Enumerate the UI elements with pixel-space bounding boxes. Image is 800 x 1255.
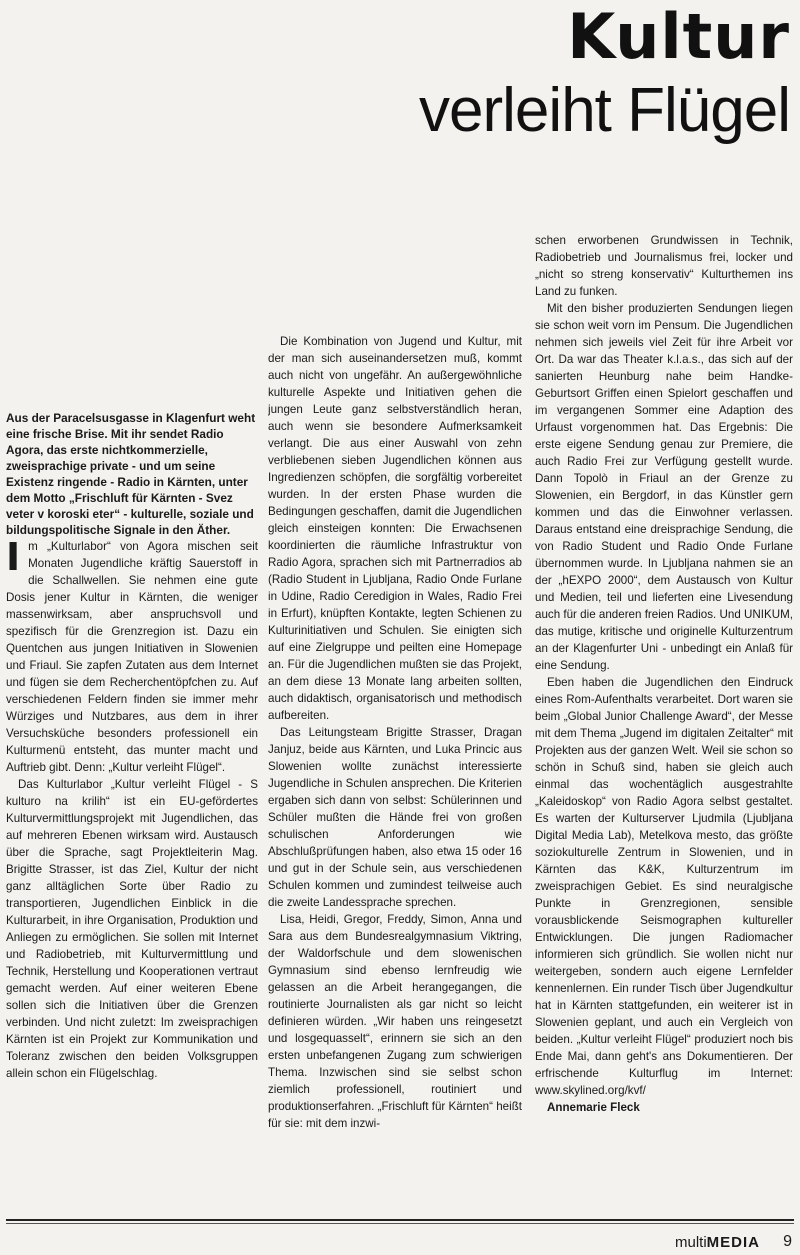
column-2 [268, 333, 522, 1213]
brand-name: MEDIA [706, 1234, 760, 1251]
article-title: Kultur [567, 0, 790, 73]
column-3-paragraph-3: Eben haben die Jugendlichen den Eindruck eines Rom-Aufenthalts verarbeitet. Dort waren sie beim „Global Junior Challenge Award“, der Messe mit dem Thema „Jugend im digitalen Zeitalter“ mit Projekten aus der ganzen Welt. Weil sie schon so schön in Schuß sind, haben sie gleich auch einmal das wochentäglich ausgestrahlte „Kaleidoskop“ von Radio Agora selbst gestaltet. Es warten der Kulturserver Ljudmila (Ljubljana Digital Media Lab), Metelkova mesto, das größte soziokulturelle Zentrum in Slowenien, und in Kärnten das K&K, Kulturzentrum im zweisprachigen Gebiet. Es sind neuralgische Punkte in Grenzregionen, sensible vorausblickende Seismographen kultureller Entwicklungen. Die jungen Radiomacher informieren sich gründlich. Sie wollen nicht nur weitergeben, sondern auch eigene Lernfelder kennenlernen. Ein runder Tisch über Jugendkultur hat in Kärnten stattgefunden, ein weiterer ist in Slowenien geplant, und auch ein Vergleich von beiden. „Kultur verleiht Flügel“ produziert noch bis Ende Mai, dann geht's ans Dokumentieren. Der erfrischende Kulturflug im Internet: www.skylined.org/kvf/ [535, 676, 793, 1097]
lead-paragraph: Aus der Paracelsusgasse in Klagenfurt weht eine frische Brise. Mit ihr sendet Radio Agora, das erste nichtkommerzielle, zweisprachige private - und um seine Existenz ringende - Radio in Kärnten, unter dem Motto „Frischluft für Kärnten - Svez veter v koroski eter“ - kulturelle, soziale und bildungspolitische Signale in den Äther. [6, 411, 256, 537]
page-number: 9 [783, 1233, 792, 1250]
drop-cap: I [6, 535, 21, 579]
magazine-brand [675, 1234, 760, 1252]
column-1 [6, 410, 258, 1210]
column-2-paragraph-1: Die Kombination von Jugend und Kultur, mit der man sich auseinandersetzen muß, kommt auch nicht von ungefähr. An außergewöhnliche kulturelle Aspekte und Initiativen gehen die jungen Leute ganz selbstverständlich heran, auch wenn sie besondere Aufmerksamkeit verlangt. Die aus einer Auswahl von zehn verbliebenen sieben Jugendlichen können aus Ingredienzen schöpfen, die sorgfältig vorbereitet wurden. In der ersten Phase wurden die Bedingungen geschaffen, damit die Jugendlichen gleich einsteigen konnten: Die Erwachsenen koordinierten die räumliche Infrastruktur von Radio Agora, sprachen sich mit Partnerradios ab (Radio Student in Ljubljana, Radio Onde Furlane in Udine, Radio Ceredigion in Wales, Radio Frei in Erfurt), knüpften Kontakte, legten Schienen zu Kulturinitiativen und Schulen. Sie einigten sich auf eine Zielgruppe und peilten eine Homepage an. Für die Jugendlichen mußten sie das Projekt, an dem diese 13 Monate lang arbeiten sollten, auch didaktisch, organisatorisch und methodisch aufbereiten. [268, 335, 522, 722]
column-3-paragraph-2: Mit den bisher produzierten Sendungen liegen sie schon weit vorn im Pensum. Die Jugendlichen nehmen sich jeweils viel Zeit für ihre Arbeit vor Ort. Da war das Theater k.l.a.s., das sich auf der sanierten Heunburg nahe beim Handke-Geburtsort Griffen einen Spielort geschaffen und im vergangenen Sommer eine Adaption des Urfaust vorgenommen hat. Das Ergebnis: Die erste eigene Sendung genau zur Premiere, die auch Radio Frei zur Verfügung gestellt wurde. Dann Topolò in Friaul an der Grenze zu Slowenien, ein Bergdorf, in das Künstler gern kommen und das die Einwohner verlassen. Daraus entstand eine dreisprachige Sendung, die von Radio Student und Radio Onde Furlane übernommen wurde. In Ljubljana nahmen sie an der „hEXPO 2000“, dem Austausch von Kultur und Medien, teil und lieferten eine Livesendung auch für die anderen freien Radios. Und UNIKUM, das mutige, kritische und originelle Kulturzentrum an der Klagenfurter Uni - unbedingt ein Anlaß für eine Sendung. [535, 302, 793, 672]
footer-rule-thin [6, 1223, 794, 1224]
column-1-paragraph-2: Das Kulturlabor „Kultur verleiht Flügel - S kulturo na krilih“ ist ein EU-gefördertes Kulturvermittlungsprojekt mit Jugendlichen, das auf mehreren Ebenen wirksam wird. Austausch über die Sprache, sagt Projektleiterin Mag. Brigitte Strasser, ist das Ziel, Kultur der nicht ganz alltäglichen Sorte über Radio zu transportieren, Jugendlichen Einblick in die Kulturarbeit, in ihre Organisation, Produktion und Anliegen zu ermöglichen. Sie sollen mit Internet und Radiobetrieb, mit Kulturvermittlung und Technik, Herstellung und Kooperationen vertraut gemacht werden. Auf einer weiteren Ebene sollen sich die Initiativen über die Grenzen verbinden. Und nicht zuletzt: Im zweisprachigen Kärnten ist ein Projekt zur Kommunikation und Toleranz zwischen den beiden Volksgruppen allein schon ein Flügelschlag. [6, 778, 258, 1080]
column-3-paragraph-1: schen erworbenen Grundwissen in Technik, Radiobetrieb und Journalismus frei, locker und „nicht so streng konservativ“ Kulturthemen ins Land zu funken. [535, 234, 793, 298]
column-1-paragraph-1 [6, 535, 258, 776]
brand-prefix: multi [674, 1234, 707, 1251]
article-subtitle: verleiht Flügel [419, 76, 790, 145]
footer-rule [6, 1219, 794, 1221]
author-byline: Annemarie Fleck [547, 1101, 640, 1114]
column-1-paragraph-1-text: m „Kulturlabor“ von Agora mischen seit Monaten Jugendliche kräftig Sauerstoff in die Schallwellen. Sie nehmen eine gute Dosis jener Kultur in Kärnten, die weniger massenwirksam, aber anspruchsvoll und spezifisch für die Grenzregion ist. Dazu ein Quentchen aus jungen Initiativen in Slowenien und Friaul. Sie zapfen Zutaten aus dem Internet und fügen sie dem Recherchentöpfchen zu. Auf verschiedenen Feldern finden sie immer mehr Würziges und Nutzbares, aus dem in ihrer Versuchsküche besonders professionell ein Kulturmenü entsteht, das munter macht und Auftrieb gibt. Denn: „Kultur verleiht Flügel“. [6, 540, 258, 774]
column-2-paragraph-2: Das Leitungsteam Brigitte Strasser, Dragan Janjuz, beide aus Kärnten, und Luka Princic aus Slowenien wollte zunächst interessierte Jugendliche in Schulen ansprechen. Die Kriterien ergaben sich dann von selbst: Schülerinnen und Schüler mußten die Hände frei von großen schulischen Anforderungen wie Abschlußprüfungen haben, also etwa 15 oder 16 und gut in der Schule sein, aus verschiedenen Schulen kommen und zumindest teilweise auch die zweite Landessprache sprechen. [268, 726, 522, 909]
column-2-paragraph-3: Lisa, Heidi, Gregor, Freddy, Simon, Anna und Sara aus dem Bundesrealgymnasium Viktring, der Waldorfschule und dem slowenischen Gymnasium sind ebenso lernfreudig wie gelassen an die Arbeit herangegangen, die routinierte Journalisten als gar nicht so leicht definieren würden. „Wir haben uns reingesetzt und losgequasselt“, erinnern sie sich an den ersten unbefangenen Zugang zum schwierigen Thema. Inzwischen sind sie selbst schon ziemlich professionell, routiniert und produktionserfahren. „Frischluft für Kärnten“ heißt für sie: mit dem inzwi- [268, 913, 522, 1130]
column-3 [535, 232, 793, 1212]
